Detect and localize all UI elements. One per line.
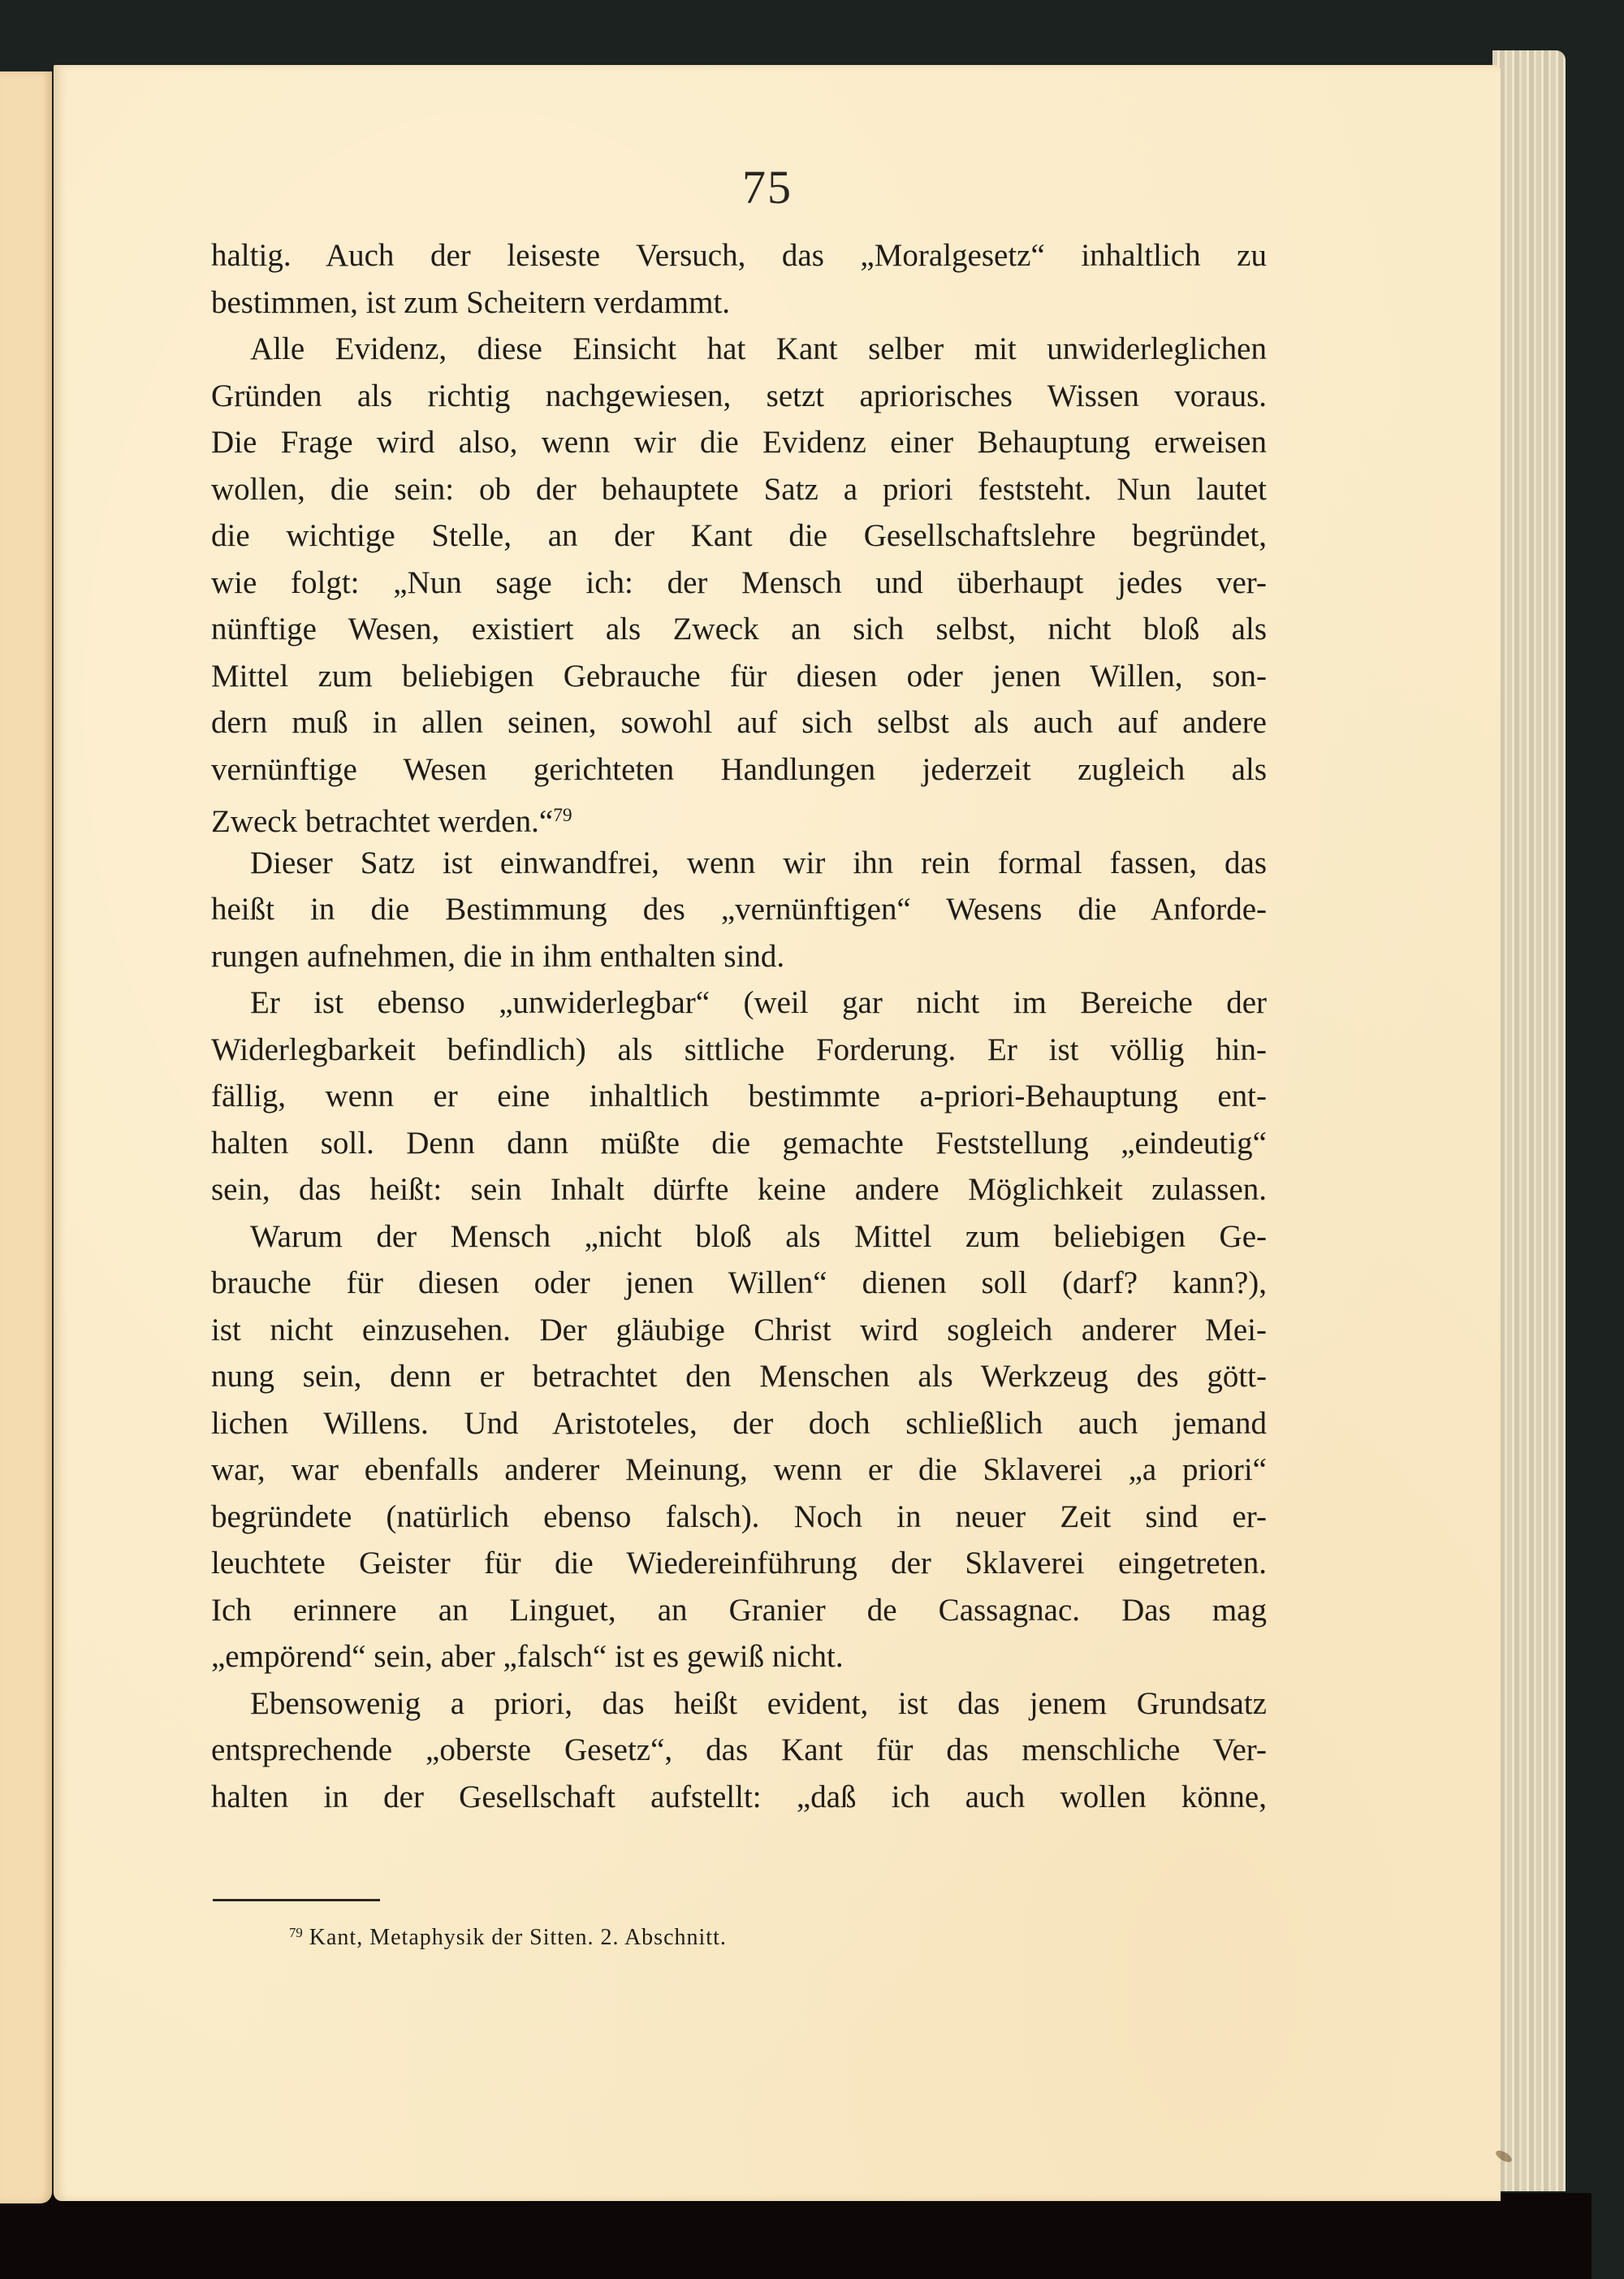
body-text xyxy=(211,232,1267,1820)
text-line: Zweck betrachtet werden.“ xyxy=(211,803,554,839)
text-line: begründete (natürlich ebenso falsch). Noch in neuer Zeit sind er- xyxy=(211,1498,1267,1534)
text-line: Ich erinnere an Linguet, an Granier de Cassagnac. Das mag xyxy=(211,1592,1267,1628)
text-line: brauche für diesen oder jenen Willen“ dienen soll (darf? kann?), xyxy=(211,1265,1267,1300)
footnote-number: 79 xyxy=(289,1925,303,1940)
facing-page-edge xyxy=(0,71,52,2203)
book-page xyxy=(54,65,1501,2201)
text-line: entsprechende „oberste Gesetz“, das Kant für das menschliche Ver- xyxy=(211,1732,1267,1767)
footnote xyxy=(289,1925,727,1951)
text-line: nünftige Wesen, existiert als Zweck an sich selbst, nicht bloß als xyxy=(211,612,1267,647)
footnote-divider xyxy=(213,1899,380,1901)
text-line: Widerlegbarkeit befindlich) als sittliche Forderung. Er ist völlig hin- xyxy=(211,1031,1267,1067)
background-strip xyxy=(0,2193,1592,2279)
text-line: halten soll. Denn dann müßte die gemachte Feststellung „eindeutig“ xyxy=(211,1125,1267,1161)
text-line: sein, das heißt: sein Inhalt dürfte keine andere Möglichkeit zulassen. xyxy=(211,1172,1267,1207)
text-line: wie folgt: „Nun sage ich: der Mensch und überhaupt jedes ver- xyxy=(211,564,1267,600)
text-line: halten in der Gesellschaft aufstellt: „daß ich auch wollen könne, xyxy=(211,1779,1267,1814)
text-line: fällig, wenn er eine inhaltlich bestimmte a-priori-Behauptung ent- xyxy=(211,1079,1267,1114)
text-line: die wichtige Stelle, an der Kant die Gesellschaftslehre begründet, xyxy=(211,518,1267,553)
text-line: heißt in die Bestimmung des „vernünftigen“ Wesens die Anforde- xyxy=(211,892,1267,927)
text-line: haltig. Auch der leiseste Versuch, das „Moralgesetz“ inhaltlich zu xyxy=(211,238,1267,273)
footnote-text: Kant, Metaphysik der Sitten. 2. Abschnitt. xyxy=(309,1925,727,1951)
footnote-reference[interactable]: 79 xyxy=(553,805,572,826)
text-line: lichen Willens. Und Aristoteles, der doch schließlich auch jemand xyxy=(211,1405,1267,1441)
text-line: nung sein, denn er betrachtet den Menschen als Werkzeug des gött- xyxy=(211,1359,1267,1394)
text-line: „empörend“ sein, aber „falsch“ ist es gewiß nicht. xyxy=(211,1639,844,1674)
page-stack-edges xyxy=(1492,50,1566,2191)
text-line: bestimmen, ist zum Scheitern verdammt. xyxy=(211,284,731,320)
text-line: ist nicht einzusehen. Der gläubige Christ wird sogleich anderer Mei- xyxy=(211,1312,1267,1347)
text-line: Mittel zum beliebigen Gebrauche für diesen oder jenen Willen, son- xyxy=(211,658,1267,694)
text-line: war, war ebenfalls anderer Meinung, wenn er die Sklaverei „a priori“ xyxy=(211,1452,1267,1487)
text-line: wollen, die sein: ob der behauptete Satz a priori feststeht. Nun lautet xyxy=(211,471,1267,507)
page-number: 75 xyxy=(742,161,793,214)
text-line: Warum der Mensch „nicht bloß als Mittel zum beliebigen Ge- xyxy=(250,1218,1267,1254)
text-line: Alle Evidenz, diese Einsicht hat Kant selber mit unwiderleglichen xyxy=(250,331,1267,366)
text-line: Ebensowenig a priori, das heißt evident, ist das jenem Grundsatz xyxy=(250,1685,1267,1721)
text-line-with-footnote xyxy=(211,793,1267,840)
text-line: Er ist ebenso „unwiderlegbar“ (weil gar nicht im Bereiche der xyxy=(250,985,1267,1020)
text-line: vernünftige Wesen gerichteten Handlungen jederzeit zugleich als xyxy=(211,751,1267,787)
text-line: Gründen als richtig nachgewiesen, setzt apriorisches Wissen voraus. xyxy=(211,378,1267,413)
text-line: dern muß in allen seinen, sowohl auf sich selbst als auch auf andere xyxy=(211,705,1267,740)
text-line: Dieser Satz ist einwandfrei, wenn wir ihn rein formal fassen, das xyxy=(250,845,1267,880)
text-line: rungen aufnehmen, die in ihm enthalten sind. xyxy=(211,938,785,974)
text-line: Die Frage wird also, wenn wir die Evidenz einer Behauptung erweisen xyxy=(211,425,1267,460)
text-line: leuchtete Geister für die Wiedereinführung der Sklaverei eingetreten. xyxy=(211,1546,1267,1581)
